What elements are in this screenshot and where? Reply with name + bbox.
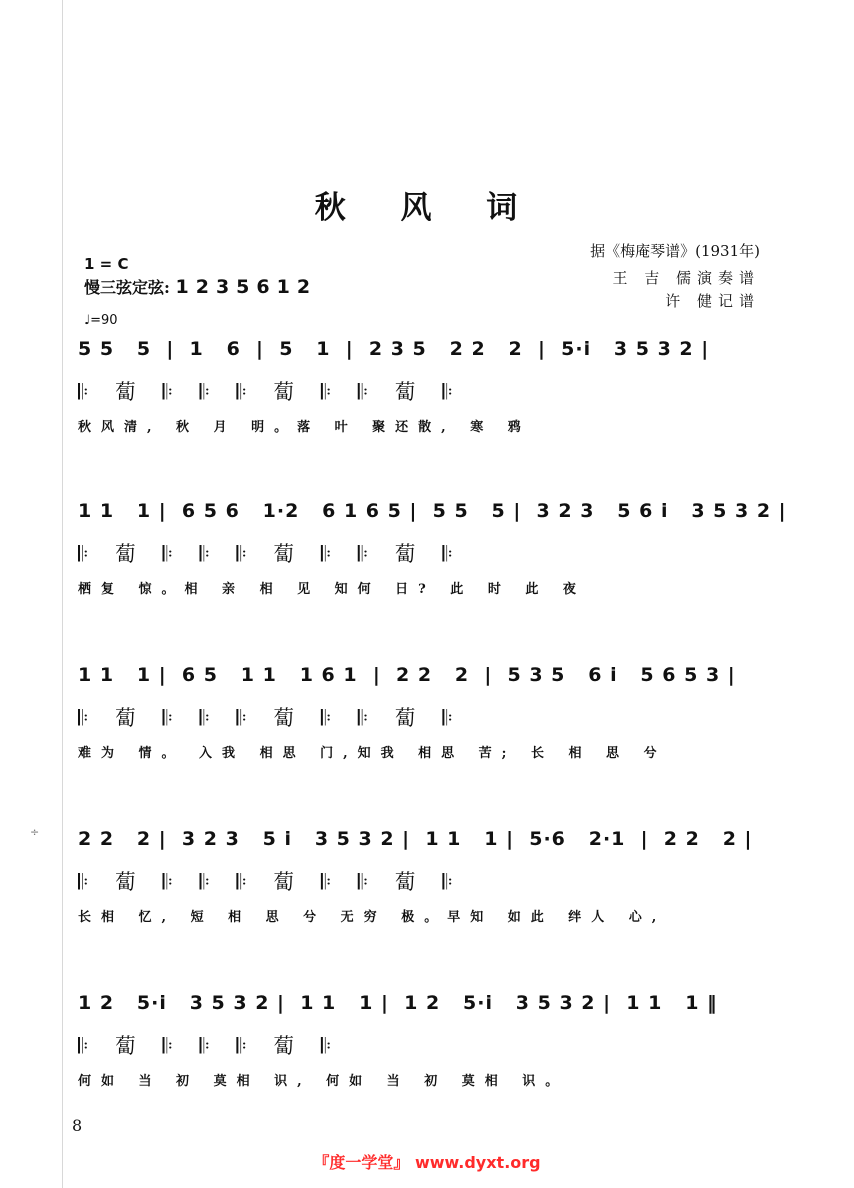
staff-3	[78, 654, 768, 764]
tablature-row: 𝄆 蔔 𝄆 𝄆 𝄆 蔔 𝄆	[78, 1034, 342, 1058]
lyrics-row: 秋风清, 秋 月 明。落 叶 聚还散, 寒 鸦	[78, 420, 531, 435]
source-line: 据《梅庵琴谱》(1931年)	[590, 242, 760, 260]
notation-row	[78, 328, 768, 368]
jianpu-notes: 1 2 5·i 3 5 3 2 | 1 1 1 | 1 2 5·i 3 5 3 2 | 1 1 1 ‖	[78, 992, 718, 1014]
jianpu-notes: 1 1 1 | 6 5 6 1·2 6 1 6 5 | 5 5 5 | 3 2 3 5 6 i 3 5 3 2 |	[78, 500, 787, 522]
jianpu-notes: 1 1 1 | 6 5 1 1 1 6 1 | 2 2 2 | 5 3 5 6 i 5 6 5 3 |	[78, 664, 736, 686]
transcriber-line: 许 健记谱	[665, 292, 760, 310]
notation-row	[78, 654, 768, 694]
lyrics-row: 长相 忆, 短 相 思 兮 无穷 极。早知 如此 绊人 心,	[78, 910, 667, 925]
jianpu-notes: 5 5 5 | 1 6 | 5 1 | 2 3 5 2 2 2 | 5·i 3 5 3 2 |	[78, 338, 710, 360]
staff-5	[78, 982, 768, 1092]
notation-row	[78, 818, 768, 858]
performer-line: 王 吉 儒演奏谱	[612, 269, 760, 287]
lyrics-row: 栖复 惊。相 亲 相 见 知何 日? 此 时 此 夜	[78, 582, 586, 597]
lyrics-row: 难为 情。 入我 相思 门,知我 相思 苦; 长 相 思 兮	[78, 746, 667, 761]
notation-row	[78, 490, 787, 530]
notation-row	[78, 982, 768, 1022]
page-border	[62, 0, 63, 1188]
staff-1	[78, 328, 768, 438]
jianpu-notes: 2 2 2 | 3 2 3 5 i 3 5 3 2 | 1 1 1 | 5·6 2·1 | 2 2 2 |	[78, 828, 753, 850]
lyrics-row: 何如 当 初 莫相 识, 何如 当 初 莫相 识。	[78, 1074, 569, 1089]
page-number: 8	[72, 1116, 83, 1135]
tuning-line	[84, 275, 317, 298]
staff-2	[78, 490, 787, 600]
tablature-row: 𝄆 蔔 𝄆 𝄆 𝄆 蔔 𝄆 𝄆 蔔 𝄆	[78, 706, 463, 730]
tuning-label: 慢三弦定弦:	[84, 278, 170, 297]
tablature-row: 𝄆 蔔 𝄆 𝄆 𝄆 蔔 𝄆 𝄆 蔔 𝄆	[78, 380, 463, 404]
tablature-row: 𝄆 蔔 𝄆 𝄆 𝄆 蔔 𝄆 𝄆 蔔 𝄆	[78, 542, 463, 566]
tablature-row: 𝄆 蔔 𝄆 𝄆 𝄆 蔔 𝄆 𝄆 蔔 𝄆	[78, 870, 463, 894]
tempo-marking: ♩=90	[84, 313, 118, 328]
page-title: 秋 风 词	[314, 190, 540, 226]
key-signature: 1 = C	[84, 255, 129, 273]
margin-mark: ÷	[30, 826, 40, 839]
staff-4	[78, 818, 768, 928]
site-watermark[interactable]: 『度一学堂』 www.dyxt.org	[313, 1153, 541, 1172]
tuning-notes: 1235612	[175, 276, 318, 298]
